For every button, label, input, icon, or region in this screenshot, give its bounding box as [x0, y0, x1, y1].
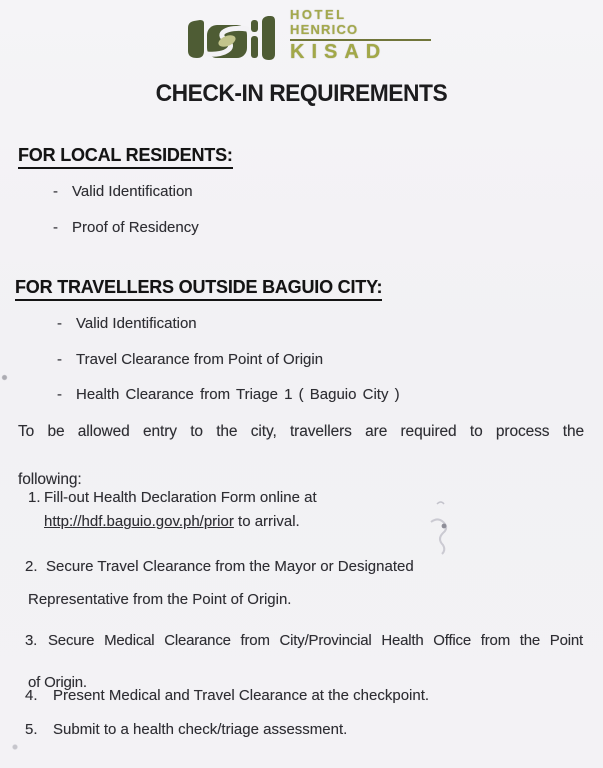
list-item [53, 183, 193, 200]
dash-bullet: - [57, 315, 62, 332]
scan-artifact-speck [1, 374, 8, 381]
list-item-text: Valid Identification [76, 315, 197, 332]
section-heading-travellers-outside: FOR TRAVELLERS OUTSIDE BAGUIO CITY: [15, 277, 382, 301]
step-number: 1. [28, 489, 41, 506]
section-heading-local-residents: FOR LOCAL RESIDENTS: [18, 145, 233, 169]
hotel-logo-mark-icon [185, 12, 277, 62]
step-1 [28, 486, 317, 534]
hotel-logo [185, 8, 432, 63]
intro-line-1: To be allowed entry to the city, travellers are required to process the [18, 423, 584, 440]
step-text: Secure Travel Clearance from the Mayor or Designated [46, 558, 414, 575]
step-3 [25, 630, 583, 693]
logo-word-kisad: KISAD [290, 41, 388, 63]
dash-bullet: - [57, 351, 62, 368]
step-text: Present Medical and Travel Clearance at the checkpoint. [53, 687, 430, 704]
step-number: 4. [25, 687, 38, 704]
intro-line-2: following: [18, 471, 82, 488]
step-2 [25, 558, 414, 609]
list-item-text: Health Clearance from Triage 1 ( Baguio City ) [76, 386, 400, 403]
step-text-continued: of Origin. [28, 674, 87, 691]
dash-bullet: - [53, 183, 58, 200]
step-text: Submit to a health check/triage assessment. [53, 721, 348, 738]
step-4 [25, 687, 429, 704]
step-text-after-link: to arrival. [233, 513, 300, 530]
step-text: Secure Medical Clearance from City/Provincial Health Office from the Point [48, 632, 583, 649]
intro-paragraph [18, 420, 584, 492]
logo-word-hotel: HOTEL [290, 7, 347, 22]
list-item [57, 386, 400, 403]
scan-artifact-speck [11, 744, 19, 750]
step-number: 5. [25, 721, 38, 738]
scan-artifact-squiggle [423, 498, 459, 556]
step-5 [25, 721, 347, 738]
step-number: 2. [25, 558, 38, 575]
step-text: Fill-out Health Declaration Form online at [44, 489, 317, 506]
dash-bullet: - [57, 386, 62, 403]
list-item [57, 315, 197, 332]
list-item-text: Proof of Residency [72, 219, 199, 236]
list-item [57, 351, 323, 368]
dash-bullet: - [53, 219, 58, 236]
list-item [53, 219, 199, 236]
health-declaration-url-link[interactable]: http://hdf.baguio.gov.ph/prior [44, 513, 234, 530]
step-text-continued: Representative from the Point of Origin. [28, 591, 292, 608]
step-number: 3. [25, 632, 38, 649]
hotel-logo-text [290, 8, 432, 63]
list-item-text: Travel Clearance from Point of Origin [76, 351, 324, 368]
document-title: CHECK-IN REQUIREMENTS [155, 80, 448, 107]
logo-word-henrico: HENRICO [290, 22, 359, 37]
list-item-text: Valid Identification [72, 183, 193, 200]
